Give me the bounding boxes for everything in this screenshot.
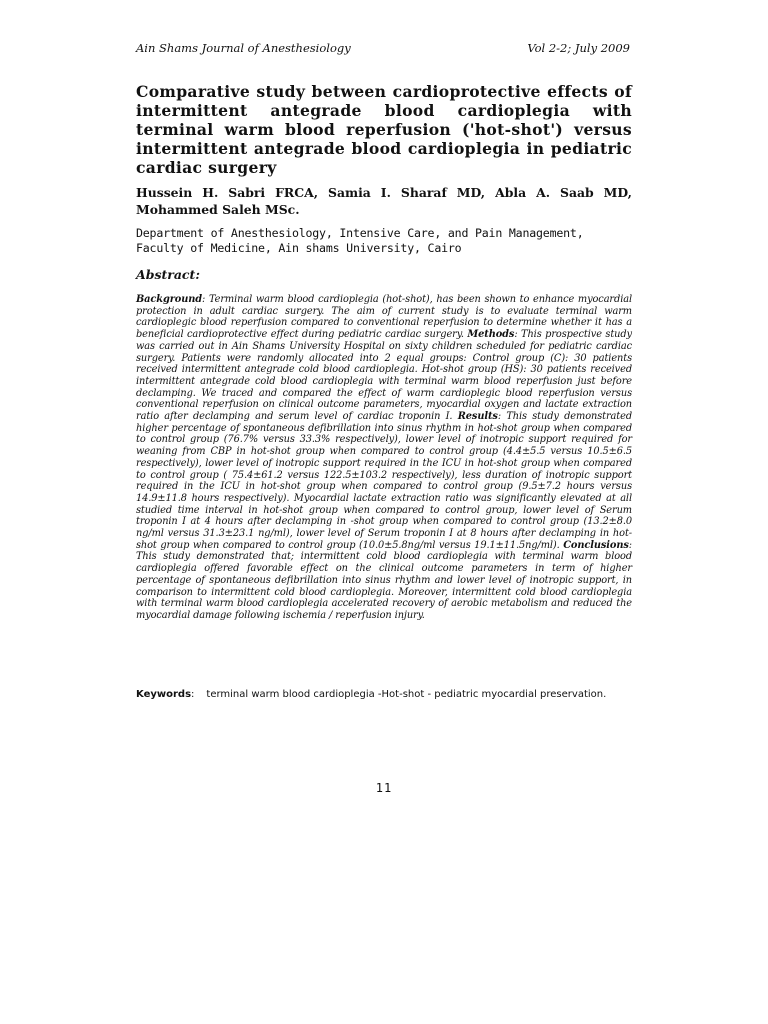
- conclusions-label: Conclusions: [563, 539, 629, 551]
- keywords-row: [136, 689, 632, 701]
- page-number: 11: [375, 781, 393, 795]
- journal-name: Ain Shams Journal of Anesthesiology: [136, 41, 351, 55]
- keywords-colon: :: [191, 689, 195, 700]
- background-text: : Terminal warm blood cardioplegia (hot-shot), has been shown to enhance myocardial protection in adult cardiac surgery. The aim of current study is to evaluate terminal warm cardioplegic blood reperfusion compared to conventional reperfusion to determine whether it has a beneficial cardioprotective effect during pediatric cardiac surgery.: [136, 294, 632, 341]
- volume-info: Vol 2-2; July 2009: [527, 41, 630, 55]
- keywords-label: Keywords: [136, 689, 192, 700]
- methods-text: : This prospective study was carried out in Ain Shams University Hospital on sixty children scheduled for pediatric cardiac surgery. Patients were randomly allocated into 2 equal groups: Control group (C): 30 patients received intermittent antegrade cold blood cardioplegia. Hot-shot group (HS): 30 patients received intermittent antegrade cold blood cardioplegia with terminal warm blood reperfusion just before declamping. We traced and compared the effect of warm cardioplegic blood reperfusion versus conventional reperfusion on clinical outcome parameters, myocardial oxygen and lactate extraction ratio after declamping and serum level of cardiac troponin I.: [136, 329, 632, 423]
- results-text: : This study demonstrated higher percentage of spontaneous defibrillation into sinus rhythm in hot-shot group when compared to control group (76.7% versus 33.3% respectively), lower level of inotropic support required for weaning from CBP in hot-shot group when compared to control group (4.4±5.5 versus 10.5±6.5 respectively), lower level of inotropic support required in the ICU in hot-shot group when compared to control group ( 75.4±61.2 versus 122.5±103.2 respectively), less duration of inotropic support required in the ICU in hot-shot group when compared to control group (9.5±7.2 hours versus 14.9±11.8 hours respectively). Myocardial lactate extraction ratio was significantly elevated at all studied time interval in hot-shot group when compared to control group, lower level of Serum troponin I at 4 hours after declamping in -shot group when compared to control group (13.2±8.0 ng/ml versus 31.3±23.1 ng/ml), lower level of Serum troponin I at 8 hours after declamping in hot-shot group when compared to control group (10.0±5.8ng/ml versus 19.1±11.5ng/ml).: [136, 411, 632, 551]
- abstract-body: [136, 294, 632, 622]
- conclusions-text: : This study demonstrated that; intermittent cold blood cardioplegia with terminal warm blood cardioplegia offered favorable effect on the clinical outcome parameters in term of higher percentage of spontaneous defibrillation into sinus rhythm and lower level of inotropic support, in comparison to intermittent cold blood cardioplegia. Moreover, intermittent cold blood cardioplegia with terminal warm blood cardioplegia accelerated recovery of aerobic metabolism and reduced the myocardial damage following ischemia / reperfusion injury.: [136, 539, 632, 621]
- results-label: Results: [457, 411, 498, 423]
- keywords-text: terminal warm blood cardioplegia -Hot-shot - pediatric myocardial preservation.: [206, 689, 607, 700]
- background-label: Background: [136, 294, 203, 305]
- running-header: [136, 41, 630, 55]
- affiliation: Department of Anesthesiology, Intensive Care, and Pain Management, Faculty of Medicine, Ain shams University, Cairo: [136, 226, 584, 255]
- methods-label: Methods: [467, 329, 515, 341]
- abstract-heading: Abstract:: [136, 267, 200, 282]
- article-title: Comparative study between cardioprotective effects of intermittent antegrade blood cardioplegia with terminal warm blood reperfusion ('hot-shot') versus intermittent antegrade blood cardioplegia in pediatric cardiac surgery: [136, 82, 632, 177]
- author-list: Hussein H. Sabri FRCA, Samia I. Sharaf MD, Abla A. Saab MD, Mohammed Saleh MSc.: [136, 185, 632, 217]
